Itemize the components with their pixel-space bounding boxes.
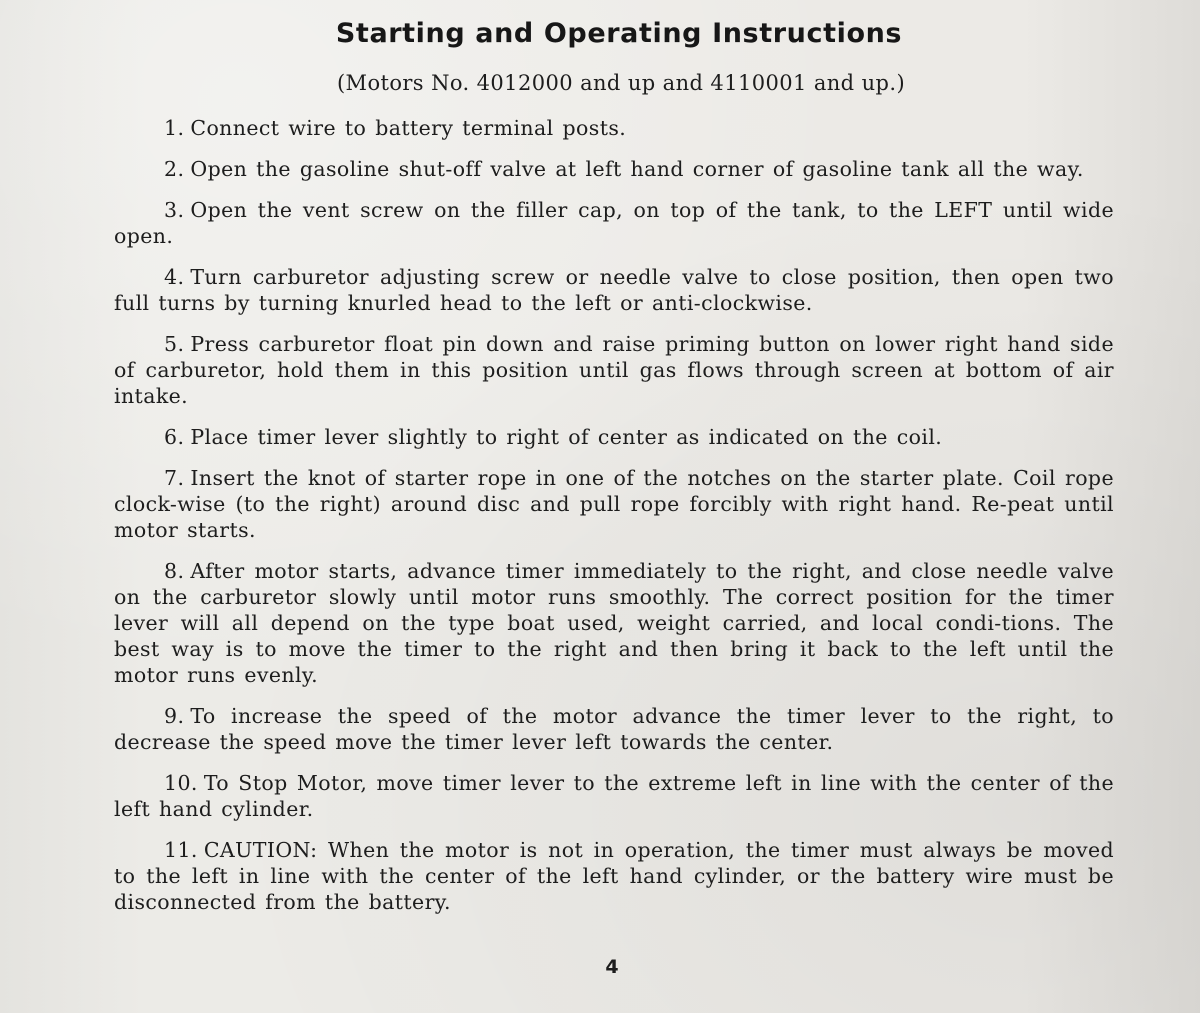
- instruction-step: [114, 197, 1114, 249]
- step-text: Press carburetor float pin down and raise priming button on lower right hand side of carburetor, hold them in this position until gas flows through screen at bottom of air intake.: [114, 332, 1114, 408]
- instruction-step: [114, 703, 1114, 755]
- step-text: Turn carburetor adjusting screw or needle valve to close position, then open two full turns by turning knurled head to the left or anti-clockwise.: [114, 265, 1114, 315]
- instruction-step: [114, 770, 1114, 822]
- instruction-step: [114, 424, 1114, 450]
- instruction-step: [114, 465, 1114, 543]
- step-number: 8.: [164, 559, 185, 583]
- instruction-step: [114, 115, 1114, 141]
- step-number: 9.: [164, 704, 185, 728]
- step-number: 7.: [164, 466, 185, 490]
- step-text: To Stop Motor, move timer lever to the extreme left in line with the center of the left hand cylinder.: [114, 771, 1114, 821]
- step-text: Open the gasoline shut-off valve at left hand corner of gasoline tank all the way.: [190, 157, 1084, 181]
- page-content: [114, 14, 1114, 930]
- step-number: 1.: [164, 116, 185, 140]
- step-text: To increase the speed of the motor advance the timer lever to the right, to decrease the speed move the timer lever left towards the center.: [114, 704, 1114, 754]
- page-title: Starting and Operating Instructions: [335, 18, 903, 49]
- step-number: 2.: [164, 157, 185, 181]
- instruction-step: [114, 264, 1114, 316]
- step-number: 11.: [164, 838, 198, 862]
- step-number: 3.: [164, 198, 185, 222]
- page-number: 4: [605, 956, 619, 978]
- step-number: 5.: [164, 332, 185, 356]
- step-text: CAUTION: When the motor is not in operation, the timer must always be moved to the left in line with the center of the left hand cylinder, or the battery wire must be disconnected from the battery.: [114, 838, 1114, 914]
- step-text: Place timer lever slightly to right of center as indicated on the coil.: [190, 425, 943, 449]
- instruction-list: [114, 115, 1114, 915]
- instruction-step: [114, 331, 1114, 409]
- step-number: 10.: [164, 771, 198, 795]
- instruction-step: [114, 156, 1114, 182]
- instruction-step: [114, 837, 1114, 915]
- step-text: Connect wire to battery terminal posts.: [190, 116, 627, 140]
- step-number: 6.: [164, 425, 185, 449]
- step-text: After motor starts, advance timer immediately to the right, and close needle valve on the carburetor slowly until motor runs smoothly. The correct position for the timer lever will all depend on the type boat used, weight carried, and local condi-tions. The best way is to move the timer to the right and then bring it back to the left until the motor runs evenly.: [114, 559, 1114, 687]
- step-text: Open the vent screw on the filler cap, on top of the tank, to the LEFT until wide open.: [114, 198, 1114, 248]
- instruction-step: [114, 558, 1114, 688]
- page-subtitle: (Motors No. 4012000 and up and 4110001 and up.): [336, 71, 906, 95]
- step-number: 4.: [164, 265, 185, 289]
- step-text: Insert the knot of starter rope in one of the notches on the starter plate. Coil rope clock-wise (to the right) around disc and pull rope forcibly with right hand. Re-peat until motor starts.: [114, 466, 1114, 542]
